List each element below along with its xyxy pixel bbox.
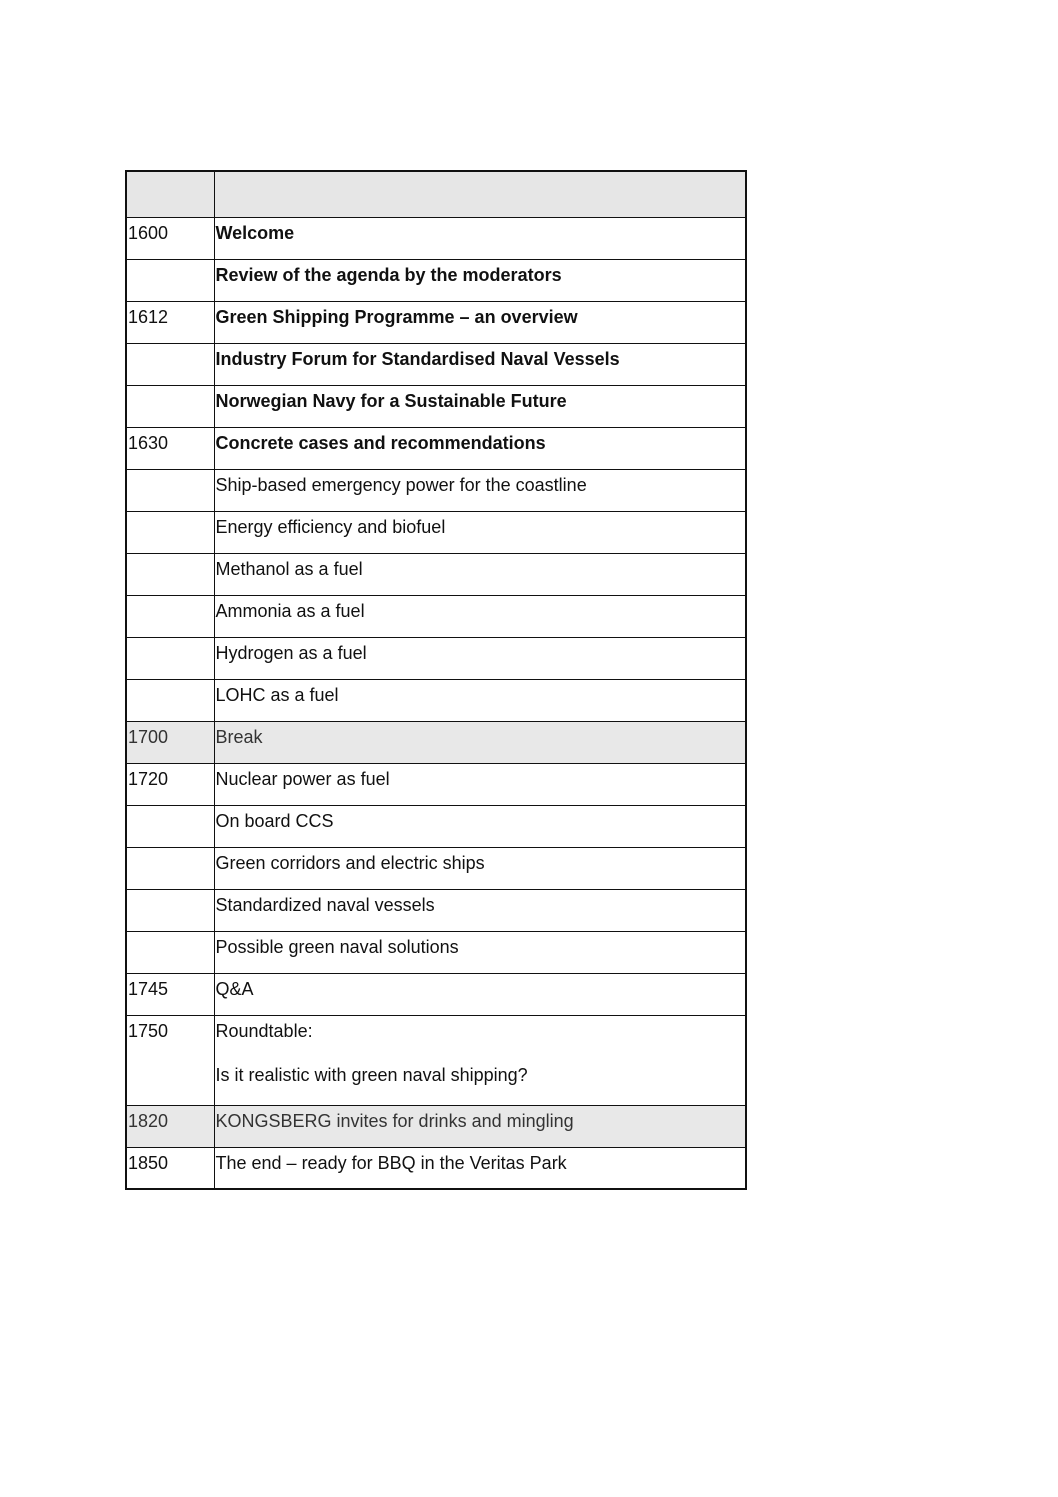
item-cell: Green corridors and electric ships bbox=[214, 847, 746, 889]
item-cell: Concrete cases and recommendations bbox=[214, 427, 746, 469]
item-cell: Q&A bbox=[214, 973, 746, 1015]
item-cell: The end – ready for BBQ in the Veritas Park bbox=[214, 1147, 746, 1189]
time-cell bbox=[126, 469, 214, 511]
item-cell: Industry Forum for Standardised Naval Vessels bbox=[214, 343, 746, 385]
time-cell bbox=[126, 889, 214, 931]
item-cell: Green Shipping Programme – an overview bbox=[214, 301, 746, 343]
item-cell: Review of the agenda by the moderators bbox=[214, 259, 746, 301]
table-row bbox=[126, 511, 746, 553]
time-cell: 1850 bbox=[126, 1147, 214, 1189]
time-cell bbox=[126, 553, 214, 595]
item-cell: Methanol as a fuel bbox=[214, 553, 746, 595]
table-row bbox=[126, 301, 746, 343]
table-row bbox=[126, 847, 746, 889]
table-row bbox=[126, 469, 746, 511]
time-cell: 1612 bbox=[126, 301, 214, 343]
time-cell bbox=[126, 511, 214, 553]
table-header-row bbox=[126, 171, 746, 217]
table-row bbox=[126, 1147, 746, 1189]
time-cell: 1700 bbox=[126, 721, 214, 763]
time-cell bbox=[126, 259, 214, 301]
item-line-2: Is it realistic with green naval shipping? bbox=[215, 1064, 528, 1085]
table-row-roundtable bbox=[126, 1015, 746, 1105]
table-row bbox=[126, 553, 746, 595]
header-item-cell bbox=[214, 171, 746, 217]
table-row bbox=[126, 385, 746, 427]
item-cell: Ship-based emergency power for the coastline bbox=[214, 469, 746, 511]
table-row bbox=[126, 763, 746, 805]
time-cell: 1720 bbox=[126, 763, 214, 805]
time-cell bbox=[126, 847, 214, 889]
item-cell: Nuclear power as fuel bbox=[214, 763, 746, 805]
item-cell: LOHC as a fuel bbox=[214, 679, 746, 721]
item-cell: Hydrogen as a fuel bbox=[214, 637, 746, 679]
item-cell: On board CCS bbox=[214, 805, 746, 847]
time-cell: 1750 bbox=[126, 1015, 214, 1105]
time-cell bbox=[126, 343, 214, 385]
time-cell bbox=[126, 637, 214, 679]
item-cell: Energy efficiency and biofuel bbox=[214, 511, 746, 553]
time-cell: 1600 bbox=[126, 217, 214, 259]
table-row bbox=[126, 427, 746, 469]
table-row bbox=[126, 637, 746, 679]
time-cell bbox=[126, 805, 214, 847]
table-row bbox=[126, 343, 746, 385]
item-cell: Break bbox=[214, 721, 746, 763]
time-cell bbox=[126, 679, 214, 721]
time-cell: 1630 bbox=[126, 427, 214, 469]
time-cell bbox=[126, 595, 214, 637]
item-cell: Possible green naval solutions bbox=[214, 931, 746, 973]
item-cell: Norwegian Navy for a Sustainable Future bbox=[214, 385, 746, 427]
time-cell: 1820 bbox=[126, 1105, 214, 1147]
table-row bbox=[126, 595, 746, 637]
table-row-break bbox=[126, 721, 746, 763]
table-row bbox=[126, 889, 746, 931]
item-cell: Welcome bbox=[214, 217, 746, 259]
time-cell: 1745 bbox=[126, 973, 214, 1015]
item-cell: Ammonia as a fuel bbox=[214, 595, 746, 637]
time-cell bbox=[126, 931, 214, 973]
table-row bbox=[126, 259, 746, 301]
agenda-table bbox=[125, 170, 747, 1190]
table-row bbox=[126, 973, 746, 1015]
table-row bbox=[126, 805, 746, 847]
table-row bbox=[126, 679, 746, 721]
item-cell: Standardized naval vessels bbox=[214, 889, 746, 931]
item-cell bbox=[214, 1015, 746, 1105]
header-time-cell bbox=[126, 171, 214, 217]
item-line-1: Roundtable: bbox=[215, 1020, 313, 1041]
time-cell bbox=[126, 385, 214, 427]
table-row bbox=[126, 217, 746, 259]
table-row bbox=[126, 931, 746, 973]
table-row-reception bbox=[126, 1105, 746, 1147]
item-cell: KONGSBERG invites for drinks and mingling bbox=[214, 1105, 746, 1147]
